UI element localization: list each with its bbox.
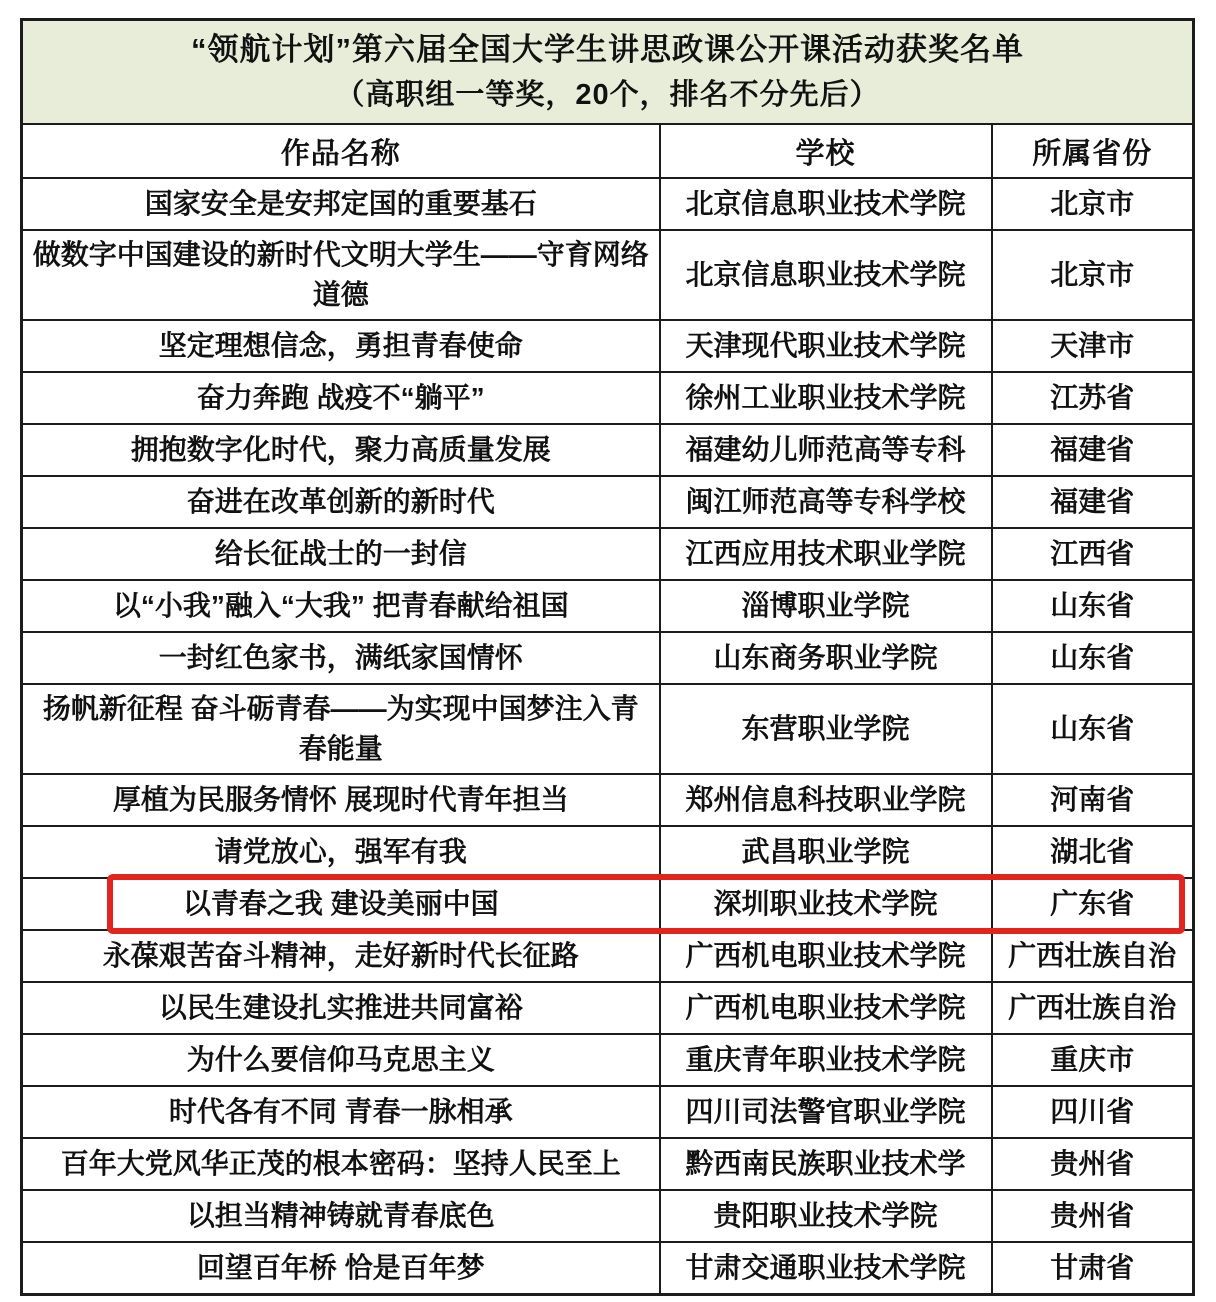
table-row — [22, 580, 1194, 632]
province-cell: 山东省 — [992, 580, 1194, 632]
province-cell: 重庆市 — [992, 1034, 1194, 1086]
province-cell: 北京市 — [992, 178, 1194, 230]
school-cell: 广西机电职业技术学院 — [660, 930, 992, 982]
work-cell: 永葆艰苦奋斗精神，走好新时代长征路 — [22, 930, 660, 982]
province-cell: 山东省 — [992, 684, 1194, 774]
table-row — [22, 930, 1194, 982]
table-row — [22, 1034, 1194, 1086]
school-cell: 四川司法警官职业学院 — [660, 1086, 992, 1138]
province-cell: 福建省 — [992, 424, 1194, 476]
table-row — [22, 230, 1194, 320]
province-cell: 贵州省 — [992, 1190, 1194, 1242]
table-row — [22, 826, 1194, 878]
province-cell: 天津市 — [992, 320, 1194, 372]
province-cell: 江苏省 — [992, 372, 1194, 424]
work-cell: 时代各有不同 青春一脉相承 — [22, 1086, 660, 1138]
work-cell: 一封红色家书，满纸家国情怀 — [22, 632, 660, 684]
province-cell: 贵州省 — [992, 1138, 1194, 1190]
school-cell: 北京信息职业技术学院 — [660, 178, 992, 230]
work-cell: 以“小我”融入“大我” 把青春献给祖国 — [22, 580, 660, 632]
title-row — [22, 20, 1194, 125]
award-table — [20, 18, 1195, 1296]
table-title-cell — [22, 20, 1194, 125]
school-cell: 福建幼儿师范高等专科 — [660, 424, 992, 476]
column-header-school: 学校 — [660, 124, 992, 178]
work-cell: 做数字中国建设的新时代文明大学生——守育网络道德 — [22, 230, 660, 320]
province-cell: 甘肃省 — [992, 1242, 1194, 1294]
column-header-province: 所属省份 — [992, 124, 1194, 178]
highlighted-row — [22, 878, 1194, 930]
school-cell: 甘肃交通职业技术学院 — [660, 1242, 992, 1294]
work-cell: 扬帆新征程 奋斗砺青春——为实现中国梦注入青春能量 — [22, 684, 660, 774]
work-cell: 奋力奔跑 战疫不“躺平” — [22, 372, 660, 424]
table-row — [22, 684, 1194, 774]
table-row — [22, 476, 1194, 528]
province-cell: 四川省 — [992, 1086, 1194, 1138]
work-cell: 奋进在改革创新的新时代 — [22, 476, 660, 528]
school-cell: 天津现代职业技术学院 — [660, 320, 992, 372]
school-cell: 重庆青年职业技术学院 — [660, 1034, 992, 1086]
table-row — [22, 528, 1194, 580]
school-cell: 闽江师范高等专科学校 — [660, 476, 992, 528]
work-cell: 给长征战士的一封信 — [22, 528, 660, 580]
work-cell: 拥抱数字化时代，聚力高质量发展 — [22, 424, 660, 476]
header-row — [22, 124, 1194, 178]
school-cell: 淄博职业学院 — [660, 580, 992, 632]
table-row — [22, 1242, 1194, 1294]
work-cell: 为什么要信仰马克思主义 — [22, 1034, 660, 1086]
work-cell: 国家安全是安邦定国的重要基石 — [22, 178, 660, 230]
work-cell: 请党放心，强军有我 — [22, 826, 660, 878]
province-cell: 北京市 — [992, 230, 1194, 320]
table-row — [22, 774, 1194, 826]
province-cell: 广东省 — [992, 878, 1194, 930]
table-row — [22, 178, 1194, 230]
school-cell: 山东商务职业学院 — [660, 632, 992, 684]
school-cell: 深圳职业技术学院 — [660, 878, 992, 930]
table-row — [22, 1138, 1194, 1190]
table-row — [22, 982, 1194, 1034]
table-row — [22, 424, 1194, 476]
work-cell: 回望百年桥 恰是百年梦 — [22, 1242, 660, 1294]
school-cell: 黔西南民族职业技术学 — [660, 1138, 992, 1190]
school-cell: 广西机电职业技术学院 — [660, 982, 992, 1034]
work-cell: 百年大党风华正茂的根本密码：坚持人民至上 — [22, 1138, 660, 1190]
table-body — [22, 20, 1194, 1295]
work-cell: 坚定理想信念，勇担青春使命 — [22, 320, 660, 372]
school-cell: 郑州信息科技职业学院 — [660, 774, 992, 826]
table-title: “领航计划”第六届全国大学生讲思政课公开课活动获奖名单 — [191, 32, 1024, 67]
work-cell: 厚植为民服务情怀 展现时代青年担当 — [22, 774, 660, 826]
province-cell: 山东省 — [992, 632, 1194, 684]
province-cell: 湖北省 — [992, 826, 1194, 878]
table-row — [22, 372, 1194, 424]
province-cell: 河南省 — [992, 774, 1194, 826]
column-header-work: 作品名称 — [22, 124, 660, 178]
work-cell: 以担当精神铸就青春底色 — [22, 1190, 660, 1242]
school-cell: 北京信息职业技术学院 — [660, 230, 992, 320]
work-cell: 以青春之我 建设美丽中国 — [22, 878, 660, 930]
table-row — [22, 1190, 1194, 1242]
table-row — [22, 320, 1194, 372]
province-cell: 福建省 — [992, 476, 1194, 528]
table-row — [22, 632, 1194, 684]
work-cell: 以民生建设扎实推进共同富裕 — [22, 982, 660, 1034]
school-cell: 东营职业学院 — [660, 684, 992, 774]
school-cell: 徐州工业职业技术学院 — [660, 372, 992, 424]
table-row — [22, 1086, 1194, 1138]
school-cell: 贵阳职业技术学院 — [660, 1190, 992, 1242]
table-subtitle: （高职组一等奖，20个，排名不分先后） — [335, 79, 880, 111]
province-cell: 江西省 — [992, 528, 1194, 580]
province-cell: 广西壮族自治 — [992, 930, 1194, 982]
school-cell: 江西应用技术职业学院 — [660, 528, 992, 580]
school-cell: 武昌职业学院 — [660, 826, 992, 878]
province-cell: 广西壮族自治 — [992, 982, 1194, 1034]
